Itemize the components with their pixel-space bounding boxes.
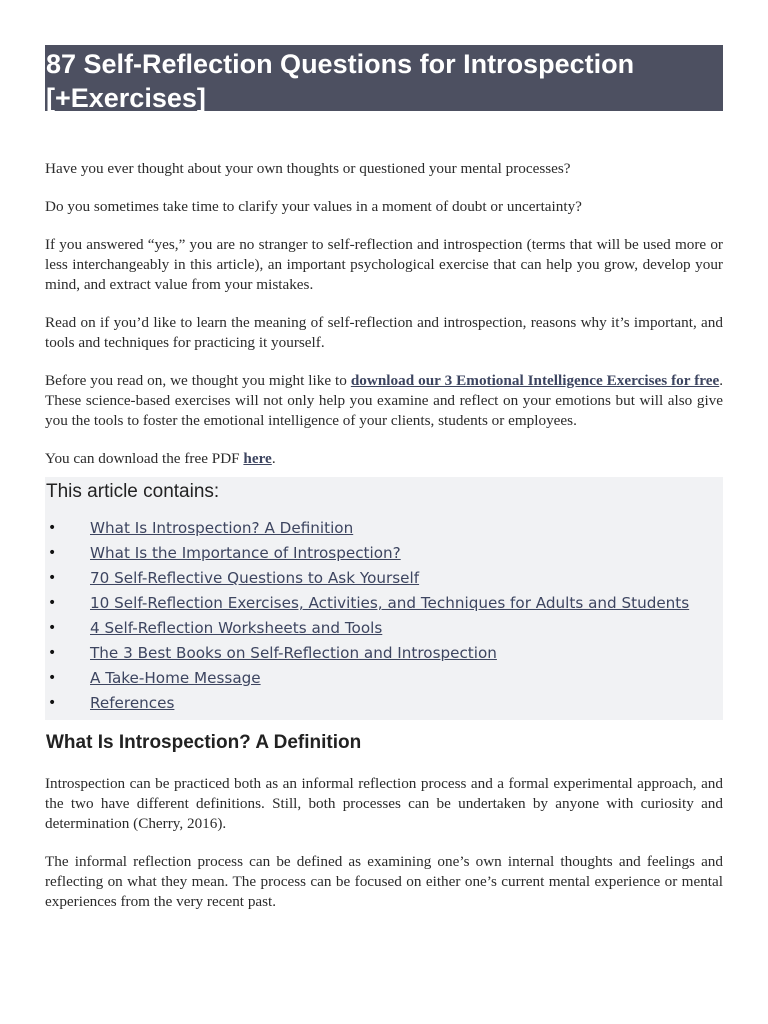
table-of-contents <box>45 477 723 720</box>
toc-item <box>45 668 723 688</box>
intro-paragraph-2: Do you sometimes take time to clarify your values in a moment of doubt or uncertainty? <box>45 198 582 215</box>
bullet-icon: • <box>48 645 57 661</box>
toc-item <box>45 518 723 538</box>
toc-item <box>45 593 723 613</box>
bullet-icon: • <box>48 545 57 561</box>
toc-link-definition[interactable]: What Is Introspection? A Definition <box>90 519 354 537</box>
intro-paragraph-6-text: You can download the free PDF <box>45 450 244 467</box>
toc-item <box>45 693 723 713</box>
intro-paragraph-6-text-end: . <box>271 450 276 467</box>
intro-paragraph-5-text-end: . These science-based exercises will not only help you examine and reflect on your emotions but will also give you the tools to foster the emotional intelligence of your clients, students or employees. <box>45 372 723 429</box>
section-heading: What Is Introspection? A Definition <box>46 732 362 753</box>
toc-link-take-home[interactable]: A Take-Home Message <box>90 669 261 687</box>
section-paragraph-2: The informal reflection process can be defined as examining one’s own internal thoughts and feelings and reflecting on what they mean. The process can be focused on either one’s current mental experience or mental experiences from the very recent past. <box>45 853 723 910</box>
download-exercises-link[interactable]: download our 3 Emotional Intelligence Exercises for free <box>350 372 720 389</box>
article-title <box>45 45 723 111</box>
bullet-icon: • <box>48 695 57 711</box>
section-paragraph-1: Introspection can be practiced both as an informal reflection process and a formal experimental approach, and the two have different definitions. Still, both processes can be undertaken by anyone with curiosity and determination (Cherry, 2016). <box>45 775 723 832</box>
bullet-icon: • <box>48 520 57 536</box>
intro-paragraph-5 <box>45 371 723 431</box>
toc-item <box>45 568 723 588</box>
toc-list <box>45 518 723 713</box>
toc-link-exercises[interactable]: 10 Self-Reflection Exercises, Activities, and Techniques for Adults and Students <box>90 594 690 612</box>
toc-link-questions[interactable]: 70 Self-Reflective Questions to Ask Yourself <box>90 569 420 587</box>
download-pdf-link[interactable]: here <box>243 450 272 467</box>
intro-paragraph-5-text: Before you read on, we thought you might like to <box>45 372 351 389</box>
toc-heading: This article contains: <box>46 481 220 502</box>
toc-link-worksheets[interactable]: 4 Self-Reflection Worksheets and Tools <box>90 619 383 637</box>
article-title-line2: [+Exercises] <box>46 83 206 113</box>
bullet-icon: • <box>48 570 57 586</box>
intro-paragraph-1: Have you ever thought about your own thoughts or questioned your mental processes? <box>45 160 571 177</box>
toc-item <box>45 618 723 638</box>
intro-paragraph-3: If you answered “yes,” you are no stranger to self-reflection and introspection (terms that will be used more or less interchangeably in this article), an important psychological exercise that can help you grow, develop your mind, and extract value from your mistakes. <box>45 236 723 293</box>
intro-paragraph-4: Read on if you’d like to learn the meaning of self-reflection and introspection, reasons why it’s important, and tools and techniques for practicing it yourself. <box>45 314 723 351</box>
bullet-icon: • <box>48 595 57 611</box>
article-title-line1: 87 Self-Reflection Questions for Introspection <box>46 49 635 79</box>
bullet-icon: • <box>48 670 57 686</box>
toc-link-importance[interactable]: What Is the Importance of Introspection? <box>90 544 401 562</box>
intro-paragraph-6 <box>45 449 723 469</box>
toc-link-references[interactable]: References <box>90 694 175 712</box>
article <box>45 45 723 912</box>
toc-link-books[interactable]: The 3 Best Books on Self-Reflection and Introspection <box>90 644 497 662</box>
bullet-icon: • <box>48 620 57 636</box>
toc-item <box>45 543 723 563</box>
toc-item <box>45 643 723 663</box>
